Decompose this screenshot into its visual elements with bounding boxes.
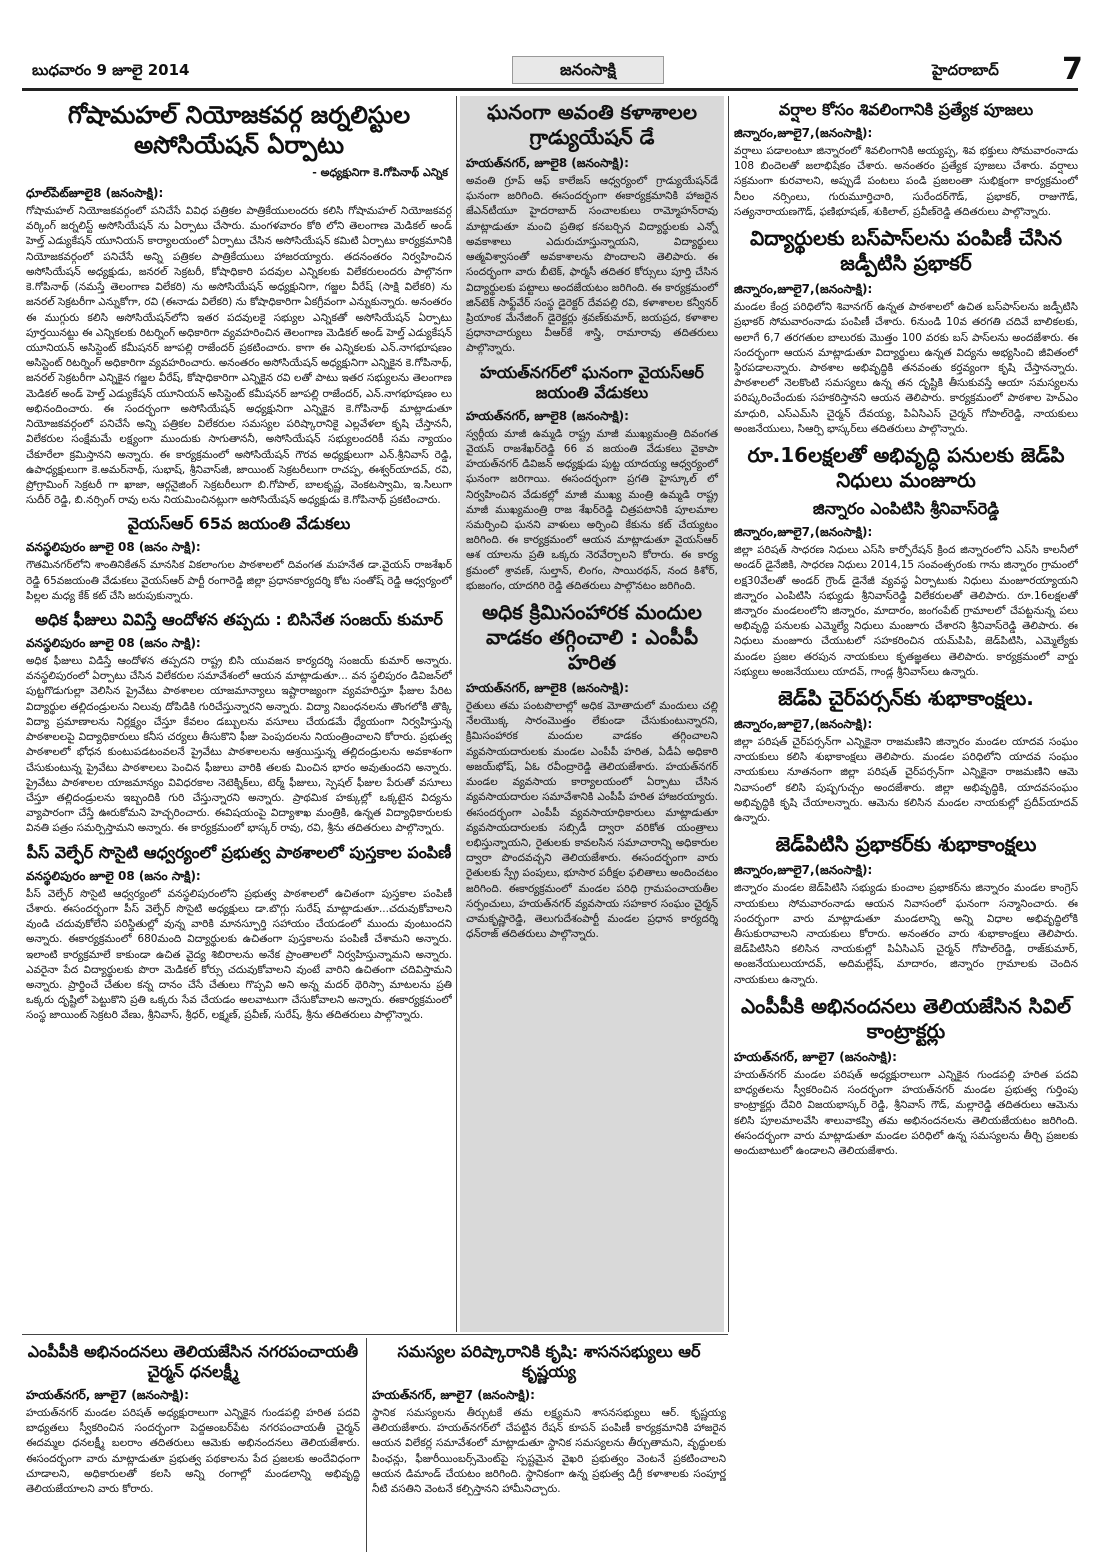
- column-right: [734, 96, 1078, 1552]
- headline-shivalinga-pooja: వర్షాల కోసం శివలింగానికి ప్రత్యేక పూజలు: [778, 100, 1034, 119]
- newspaper-logo: జనంసాక్షి: [512, 56, 664, 84]
- dateline-journalists-association: ధూల్‌పేట్‌జూలై8 (జనంసాక్షి):: [26, 186, 164, 200]
- dateline-zp-chairperson-wishes: జిన్నారం,జూలై7,(జనంసాక్షి):: [734, 717, 873, 732]
- body-journalists-association: గోషామహల్ నియోజకవర్గంలో పనిచేసే వివిధ పత్రికల పాత్రికేయులందరు కలిసి గోషామహల్ నియోజకవర్గ వర్కింగ్ జర్నలిస్ట్ అసోసియేషన్ ను ఏర్పాటు చేసారు. మంగళవారం కోఠి లోని తెలంగాణ మెడికల్ అండ్ హెల్త్ ఎడ్యుకేషన్ యూనియన్ కార్యాలయంలో ఏర్పాటు చేసిన అసోసియేషన్ కమిటి ఏర్పాటు కార్యక్రమానికి నియోజకవర్గంలో పనిచేసే అన్ని పత్రికల పాత్రికేయులు హాజరయ్యారు. తదనంతరం నిర్వహించిన అసోసియేషన్ అధ్యక్షుడు, జనరల్ సెక్రటరీ, కోషాధికారి పదవుల ఎన్నికలకు విలేకరులందరు పాల్గొనగా కె.గోపినాథ్ (నమస్తే తెలంగాణ విలేకరి) ను అసోసియేషన్ అధ్యక్షునిగా, గజ్జల వీరేష్ (సాక్షి విలేకరి) ను జనరల్ సెక్రటరీగా ఎన్నుకోగా, రవి (ఈనాడు విలేకరి) ను కోషాధికారిగా ఏకగ్రీవంగా ఎన్నుకున్నారు. అనంతరం ఈ ముగ్గురు కలిసి అసోసియేషన్‌లోని ఇతర పదవులకై సభ్యుల ఎన్నికతో అసోసియేషన్ ఏర్పాటు పూర్తయినట్టు ఈ ఎన్నికలకు రిటర్నింగ్ అధికారిగా వ్యవహరించిన తెలంగాణ మెడికల్ అండ్ హెల్త్ ఎడ్యుకేషన్ యూనియన్ అసిస్టెంట్ కమీషనర్ జూపల్లి రాజేందర్ ప్రకటించారు. కాగా ఈ ఎన్నికలకు ఎన్.నాగభూషణం అసిస్టెంట్ రిటర్నింగ్ అధికారిగా వ్యవహరించారు. అనంతరం అసోసియేషన్ అధ్యక్షునిగా ఎన్నికైన కె.గోపినాథ్, జనరల్ సెక్రటరీగా ఎన్నికైన గజ్జల వీరేష్, కోషాధికారిగా ఎన్నికైన రవి లతో పాటు ఇతర సభ్యులను తెలంగాణ మెడికల్ అండ్ హెల్త్ ఎడ్యుకేషన్ యూనియన్ అసిస్టెంట్ కమీషనర్ జూపల్లి రాజేందర్, ఎన్.నాగభూషణం లు అభినందించారు. ఈ సందర్భంగా అసోసియేషన్ అధ్యక్షునిగా ఎన్నికైన కె.గోపినాథ్ మాట్లాడుతూ నియోజకవర్గంలో పనిచేసే అన్ని పత్రికల విలేకరుల సమస్యల పరిష్కారానికై ఎల్లవేళలా కృషి చేస్తాననీ, విలేకరుల సంక్షేమమే లక్ష్యంగా ముందుకు సాగుతాననీ, అసోసియేషన్ సభ్యులందరికీ సమ న్యాయం చేకూరేలా క్రమిస్తానని అన్నారు. ఈ కార్యక్రమంలో అసోసియేషన్ గౌరవ అధ్యక్షులుగా ఎన్.శ్రీనివాస్ రెడ్డి, ఉపాధ్యక్షులుగా కె.అమర్‌నాథ్, సుభాష్, శ్రీనివాస్‌జీ, జాయింట్ సెక్రటరీలుగా రాచప్ప, ఈశ్వర్‌యాదవ్, రవి, ప్రోగ్రామింగ్ సెక్రటరీ గా ఖాజా, ఆర్గనైజింగ్ సెక్రటరీలుగా బి.గోపాల్, బాలకృష్ణ, వెంకటస్వామి, ఇ.సిలుగా సుదీర్ రెడ్డి, బి.నర్సింగ్ రావు లను నియమించినట్లుగా అసోసియేషన్ అధ్యక్షుడు కె.గోపినాథ్ ప్రకటించారు.: [26, 205, 452, 507]
- subhead-zp-funds: జిన్నారం ఎంపిటిసి శ్రీనివాస్‌రెడ్డి: [812, 499, 1000, 519]
- dateline-bus-pass-distribution: జిన్నారం,జూలై7,(జనంసాక్షి):: [734, 282, 873, 297]
- headline-bus-pass-distribution: విద్యార్థులకు బస్‌పాస్‌లను పంపిణీ చేసిన జడ్పీటిసి ప్రభాకర్: [750, 226, 1062, 276]
- bottom-column-divider: [366, 1338, 367, 1552]
- headline-zp-funds: రూ.16లక్షలతో అభివృద్ధి పనులకు జెడ్‌పి నిధులు మంజూరు: [747, 443, 1065, 493]
- body-zptc-wishes: జిన్నారం మండల జెడ్‌పిటిసి సభ్యుడు కుంచాల ప్రభాకర్‌ను జిన్నారం మండల కాంగ్రెస్ నాయకులు సోమవారంనాడు ఆయన నివాసంలో ఘనంగా సన్మానించారు. ఈ సందర్భంగా వారు మాట్లాడుతూ మండలాన్ని అన్ని విధాల అభివృద్ధిలోకి తీసుకురావాలని నాయకులు కోరారు. అనంతరం వారు శుభాకాంక్షలు తెలిపారు. జెడ్‌పిటిసిని కలిసిన నాయకుల్లో పిఏసిఎస్ చైర్మన్ గోపాల్‌రెడ్డి, రాజ్‌కుమార్, అంజనేయులుయాదవ్, అదిమల్లేష్, మాదారం, జిన్నారం గ్రామాలకు చెందిన నాయకులు ఉన్నారు.: [734, 882, 1078, 986]
- edition-city: హైదరాబాద్: [932, 61, 999, 79]
- body-zp-chairperson-wishes: జిల్లా పరిషత్ చైర్‌పర్సన్‌గా ఎన్నికైనా రాజమణిని జిన్నారం మండల యాదవ సంఘం నాయకులు కలిసి శుభాకాంక్షలు తెలిపారు. మండల పరిధిలోని యాదవ సంఘం నాయకులు నూతనంగా జిల్లా పరిషత్ చైర్‌పర్సన్‌గా ఎన్నికైనా రాజమణిని ఆమె నివాసంలో కలిసి పుష్పగుచ్చం అందజేశారు. జిల్లా అభివృద్ధికి, యాదవసంఘం అభివృద్ధికి కృషి చేయాలన్నారు. ఆమెను కలిసిన మండల నాయకుల్లో ప్రదీప్‌యాదవ్ ఉన్నారు.: [734, 736, 1078, 825]
- headline-civil-contractors: ఎంపీపీకి అభినందనలు తెలియజేసిన సివిల్ కాంట్రాక్టర్లు: [740, 993, 1072, 1043]
- body-books-distribution: పీస్ వెల్ఫేర్ సొసైటి ఆధ్వర్యంలో వనస్థలిపురంలోని ప్రభుత్వ పాఠశాలలో ఉచితంగా పుస్తకాల పంపిణీ చేశారు. ఈసందర్భంగా పీస్ వెల్ఫేర్ సొసైటి అధ్యక్షులు డా.బొగ్గు సురేష్ మాట్లాడుతూ...చదువుకోవాలని వుండి చదువుకోలేని పరిస్థితుల్లో వున్న వారికి మానస్ఫూర్తి సహాయం చేయడంలో ముందు వుంటుందని అన్నారు. ఈకార్యక్రమంలో 680మంది విద్యార్థులకు ఉచితంగా పుస్తకాలను పంపిణీ చేశామని అన్నారు. ఇలాంటి కార్యక్రమాలే కాకుండా ఉచిత వైద్య శిబిరాలను అనేక ప్రాంతాలలో నిర్వహిస్తున్నామని అన్నారు. ఎవరైనా పేద విద్యార్థులకు పొరా మెడికల్ కోర్సు చదువుకోవాలని వుంటే వారిని ఉచితంగా చదివిస్తామని అన్నారు. ప్రార్థించే చేతుల కన్న దానం చేసే చేతులు గొప్పవి అని అన్న మదర్ థెరిస్సా మాటలను ప్రతి ఒక్కరు దృష్టిలో పెట్టుకొని ప్రతి ఒక్కరు సేవ చేయడం అలవాటుగా చేసుకోవాలని అన్నారు. ఈకార్యక్రమంలో సంస్థ జాయింట్ సెక్రటరి వేణు, శ్రీనివాస్, శ్రీధర్, లక్ష్మణ్, ప్రవీణ్, సురేష్, శ్రీను తదితరులు పాల్గొన్నారు.: [26, 887, 452, 1022]
- body-civil-contractors: హయత్‌నగర్ మండల పరిషత్ అధ్యక్షురాలుగా ఎన్నికైన గుండపల్లి హరిత పదవి బాధ్యతలను స్వీకరించిన సందర్భంగా హయత్‌నగర్ మండల ప్రభుత్వ గుర్తింపు కాంట్రాక్టర్లు దేవిరి విజయభాస్కర్ రెడ్డి, శ్రీనివాస్ గౌడ్, మల్లారెడ్డి తదితరులు ఆమెను కలిసి పూలమాలవేసి శాలువాకప్పి తమ అభినందనలను తెలియజేయటం జరిగింది. ఈసందర్భంగా వారు మాట్లాడుతూ మండల పరిధిలో ఉన్న సమస్యలను తీర్చి ప్రజలకు అందుబాటులో ఉండాలని తెలియజేశారు.: [734, 1068, 1078, 1157]
- page-number: 7: [1062, 52, 1083, 87]
- headline-journalists-association: గోషామహల్ నియోజకవర్గ జర్నలిస్టుల అసోసియేషన్ ఏర్పాటు: [67, 101, 411, 159]
- dateline-shivalinga-pooja: జిన్నారం,జూలై7,(జనంసాక్షి):: [734, 126, 873, 140]
- body-pesticide-reduction: రైతులు తమ పంటపొలాల్లో అధిక మోతాదులో మందులు చల్లి నేలయొక్క సారంమొత్తం లేకుండా చేసుకుంటున్నారని, క్రిమిసంహారక మందుల వాడకం తగ్గించాలని వ్యవసాయదారులకు మండల ఎంపీపీ హరిత, ఏడీఏ అధికారి అజయ్‌భోష్, ఏఓ రవీంద్రారెడ్డి తెలియజేశారు. హయత్‌నగర్ మండల వ్యవసాయ కార్యాలయంలో ఏర్పాటు చేసిన వ్యవసాయదారుల సమావేశానికి ఎంపీపీ హరిత హాజరయ్యారు. ఈసందర్భంగా ఎంపీపీ వ్యవసాయాధికారులు మాట్లాడుతూ వ్యవసాయదారులకు సబ్సిడీ ద్వారా వరికోత యంత్రాలు లభిస్తున్నాయని, రైతులకు కావలసిన సమాచారాన్ని అధికారుల ద్వారా పొందవచ్చని తెలియజేశారు. ఈసందర్భంగా వారు రైతులకు స్ప్రే పంపులు, భూసార పరీక్షల ఫలితాలు అందించటం జరిగింది. ఈకార్యక్రమంలో మండల పరిధి గ్రామపంచాయతీల సర్పంచులు, హయత్‌నగర్ వ్యవసాయ సహకార సంఘం చైర్మన్ చామకృష్ణారెడ్డి, తెలుగుదేశంపార్టీ మండల ప్రధాన కార్యదర్శి ధన్‌రాజ్ తదితరులు పాల్గొన్నారు.: [466, 700, 718, 941]
- subhead-journalists-association: - అధ్యక్షునిగా కె.గోపినాథ్ ఎన్నిక: [312, 166, 448, 179]
- bottom-middle-article: [372, 1338, 726, 1552]
- body-zp-funds: జిల్లా పరిషత్ సాధరణ నిధులు ఎస్‌సి కార్పోరేషన్ క్రింద జిన్నారంలోని ఎస్‌సి కాలనీలో అండర్ డైనేజికి, సాధరణ నిధులు 2014,15 సంవంత్సరంకు గాను జిన్నారం గ్రామంలో లక్ష30వేలతో అండర్ గ్రౌండ్ డైనేజీ వ్యవస్థ ఏర్పాటుకు నిధులు మంజూరయ్యాయని జిన్నారం ఎంపిటిసి సభ్యుడు శ్రీనివాస్‌రెడ్డి విలేకరులతో తెలిపారు. రూ.16లక్షలతో జిన్నారం మండలంలోని జిన్నారం, మాదారం, జంగంపేట్ గ్రామాలలో చేపట్టనున్న పలు అభివృద్ధి పనులకు ఎమ్మెల్యే నిధులు మంజూరు చేశారని శ్రీనివాస్‌రెడ్డి తెలిపారు. ఈ నిధులు మంజూరు చేయుటలో సహకరించిన యమ్‌పిపి, జెడ్‌పిటిసి, ఎమ్మెల్యేకు మండల ప్రజల తరపున నాయకులు కృతజ్ఞతలు తెలిపారు. కార్యక్రమంలో వార్డు సభ్యులు అంజనేయులు యాదవ్, గాండ్ల శ్రీనివాస్‌లు ఉన్నారు.: [734, 544, 1078, 678]
- dateline-avanthi-graduation: హయత్‌నగర్, జూలై8 (జనంసాక్షి):: [466, 156, 629, 170]
- headline-hayathnagar-ysr-jayanti: హయత్‌నగర్‌లో ఘనంగా వైయస్ఆర్ జయంతి వేడుకలు: [480, 362, 704, 402]
- dateline-zptc-wishes: జిన్నారం,జూలై7,(జనంసాక్షి):: [734, 863, 873, 878]
- dateline-zp-funds: జిన్నారం,జూలై7,(జనంసాక్షి):: [734, 525, 873, 540]
- headline-fees-protest: అధిక ఫీజులు వివిస్తే ఆందోళన తప్పదు : బిసినేత సంజయ్ కుమార్: [35, 610, 443, 630]
- dateline-fees-protest: వనస్థలిపురం జూలై 08 (జనం సాక్షి):: [26, 636, 201, 651]
- headline-ysr-65-jayanti: వైయస్ఆర్ 65వ జయంతి వేడుకలు: [127, 514, 351, 534]
- body-avanthi-graduation: అవంతి గ్రూప్ ఆఫ్ కాలేజస్ ఆధ్వర్యంలో గ్రాడ్యుయేషన్‌డే ఘనంగా జరిగింది. ఈసందర్భంగా ఈకార్యక్రమానికి హాజరైన జేఎన్‌టీయూ హైదరాబాద్ సంచాలకులు రామ్మోహన్‌రావు మాట్లాడుతూ మంచి ప్రతిభ కనబర్చిన విద్యార్థులకు ఎన్నో అవకాశాలు ఎదురుచూస్తున్నాయని, విద్యార్థులు ఆత్మవిశ్వాసంతో అవకాశాలను పొందాలని తెలిపారు. ఈ సందర్భంగా వారు బీటెక్, ఫార్మసీ తదితర కోర్సులు పూర్తి చేసిన విద్యార్థులకు పట్టాలు అందజేయటం జరిగింది. ఈ కార్యక్రమంలో జిన్‌టెక్ సాఫ్ట్‌వేర్ సంస్థ డైరెక్టర్ దేవపల్లి రవి, కళాశాలల కన్వీనర్ ప్రియాంక మేనేజింగ్ డైరెక్టర్లు శ్రవణ్‌కుమార్, జయప్రద, కళాశాల ప్రధానాచార్యులు వీఆర్‌కే శాస్త్రి, రామారావు తదితరులు పాల్గొన్నారు.: [466, 175, 718, 355]
- body-ysr-65-jayanti: గౌతమినగర్‌లోని శాంతినికేతన్ మానసిక వికలాంగుల పాఠశాలలో దివంగత మహనేత డా.వైయస్ రాజశేఖర్ రెడ్డి 65వజయంతి వేడుకలు వైయస్ఆర్ పార్టీ రంగారెడ్డి జిల్లా ప్రధానకార్యదర్శి కోట సంతోష్ రెడ్డి ఆధ్వర్యంలో పిల్లల మధ్య కేక్ కట్ చేసి జరుపుకున్నారు.: [26, 559, 452, 602]
- column-divider-right: [728, 96, 729, 1332]
- masthead: [22, 52, 1083, 91]
- headline-pesticide-reduction: అధిక క్రిమిసంహారక మందుల వాడకం తగ్గించాలి : ఎంపీపీ హరిత: [482, 600, 702, 675]
- dateline-dhanalakshmi-wishes: హయత్‌నగర్, జూలై7 (జనంసాక్షి):: [26, 1388, 189, 1402]
- column-left: [26, 96, 452, 1334]
- headline-dhanalakshmi-wishes: ఎంపీపీకి అభినందనలు తెలియజేసిన నగరపంచాయతీ చైర్మన్ ధనలక్ష్మీ: [27, 1342, 359, 1381]
- column-divider-left: [456, 96, 457, 1332]
- body-bus-pass-distribution: మండల కేంద్ర పరిధిలోని శివానగర్ ఉన్నత పాఠశాలలో ఉచిత బస్‌పాస్‌లను జడ్పీటిసి ప్రభాకర్ సోమవారంనాడు పంపిణీ చేశారు. 6నుండి 10వ తరగతి చదివే బాలికలకు, అలాగే 6,7 తరగతుల బాలురకు మొత్తం 100 వరకు బస్ పాస్‌లను అందజేశారు. ఈ సందర్భంగా ఆయన మాట్లాడుతూ విద్యార్థులు ఉన్నత విద్యను అభ్యసించి జీవితంలో స్థిరపడాలన్నారు. పాఠశాల అభివృద్ధికి తనవంతు కర్తవ్యంగా కృషి చేస్తానన్నారు. పాఠశాలలో నెలకొంటి సమస్యలు ఉన్న తన దృష్టికి తీసుకువస్తే ఆయా సమస్యలను పరిష్కరించేందుకు సహకరిస్తానని ఆయన తెలిపారు. కార్యక్రమంలో పాఠశాల హెచ్‌ఎం మాధురి, ఎస్‌ఎమ్‌సి చైర్మన్ దేవయ్య, పిఏసిఎస్ చైర్మన్ గోపాల్‌రెడ్డి, నాయకులు అంజనేయులు, సిఆర్పి భాస్కర్‌లు తదితరులు పాల్గొన్నారు.: [734, 301, 1078, 435]
- dateline-civil-contractors: హయత్‌నగర్, జూలై7 (జనంసాక్షి):: [734, 1049, 897, 1064]
- dateline-pesticide-reduction: హయత్‌నగర్, జూలై8 (జనంసాక్షి):: [466, 681, 629, 696]
- headline-books-distribution: పీస్ వెల్ఫేర్ సొసైటి ఆధ్వర్యంలో ప్రభుత్వ పాఠశాలలో పుస్తకాల పంపిణీ: [26, 842, 452, 862]
- dateline-books-distribution: వనస్థలిపురం జూలై 08 (జనం సాక్షి):: [26, 868, 201, 883]
- bottom-section-divider: [22, 1334, 728, 1335]
- headline-avanthi-graduation: ఘనంగా అవంతి కళాశాలల గ్రాడ్యుయేషన్ డే: [486, 100, 698, 149]
- headline-krishnaiah-solutions: సమస్యల పరిష్కారానికి కృషి: శాసనసభ్యులు ఆర్ కృష్ణయ్య: [397, 1342, 701, 1381]
- column-middle: [460, 96, 724, 1332]
- issue-date: బుధవారం 9 జూలై 2014: [32, 61, 190, 79]
- headline-zp-chairperson-wishes: జెడ్‌పి చైర్‌పర్సన్‌కు శుభాకాంక్షలు.: [778, 686, 1034, 711]
- dateline-krishnaiah-solutions: హయత్‌నగర్, జూలై7 (జనంసాక్షి):: [372, 1388, 535, 1402]
- body-fees-protest: అధిక ఫీజులు విడిస్తే ఆందోళన తప్పదని రాష్ట్ర బిసి యువజన కార్యదర్శి సంజయ్ కుమార్ అన్నారు. వనస్థలిపురంలో ఏర్పాటు చేసిన విలేకరుల సమావేశంలో ఆయన మాట్లాడుతూ... వన స్థలిపురం డివిజన్‌లో పుట్టగొడుగుల్లా వెలిసిన ప్రైవేటు పాఠశాలల యాజమాన్యాలు ఇష్టారాజ్యంగా వ్యవహరిస్తూ ఫీజుల పేరిట విద్యార్థుల తల్లిదండ్రులను నిలువు దోపిడికి గురిచేస్తున్నారని అన్నారు. విద్యా నిబంధనలను తొంగలోకి తొక్కి విద్యా ప్రమాణాలను నిర్లక్ష్యం చేస్తూ కేవలం డబ్బులను వసూలు చేయడమే ధ్యేయంగా నిర్వహిస్తున్న పాఠశాలలపై విద్యాధికారులు కనీస చర్యలు తీసుకొని ఫీజు పెంపుదలను నియంత్రించాలని కోరారు. ప్రభుత్వ పాఠశాలలో భోధన కుంటుపడటంవలనే ప్రైవేటు పాఠశాలలను ఆశ్రయిస్తున్న తల్లిదండ్రులను అవకాశంగా చేసుకుంటున్న ప్రైవేటు పాఠశాలలు పెంచిన ఫీజులు వారికి తలకు మించిన భారం అవుతుందని అన్నారు. ప్రైవేటు పాఠశాలల యాజమాన్యం వివిధరకాల నెటెక్నిక్‌లు, టెర్మ్ ఫీజులు, స్పెషల్ ఫీజుల పేరుతో వసూలు చేస్తూ తల్లిదండ్రులను ఇబ్బందికి గురి చేస్తున్నారని అన్నారు. ప్రాథమిక హక్కుల్లో ఒక్కటైన విద్యను వ్యాపారంగా చేస్తే ఊరుకోమని హెచ్చరించారు. ఈవిషయంపై విద్యాశాఖ మంత్రికి, ఉన్నత విద్యాధికారులకు వినతి పత్రం సమర్పిస్తామని అన్నారు. ఈ కార్యక్రమంలో భాస్కర్ రావు, రవి, శ్రీను తదితరులు పాల్గొన్నారు.: [26, 655, 452, 835]
- body-dhanalakshmi-wishes: హయత్‌నగర్ మండల పరిషత్ అధ్యక్షురాలుగా ఎన్నికైన గుండపల్లి హరిత పదవి బాధ్యతలు స్వీకరించిన సందర్భంగా పెద్దఅంబర్‌పేట నగరపంచాయతీ చైర్మన్ ఈదమ్మల ధనలక్ష్మీ బలరాం తదితరులు ఆమెకు అభినందనలు తెలియజేశారు. ఈసందర్భంగా వారు మాట్లాడుతూ ప్రభుత్వ పథకాలను పేద ప్రజలకు అందేవిధంగా చూడాలని, అధికారులతో కలసి అన్ని రంగాల్లో మండలాన్ని అభివృద్ధి తెలియజేయాలని వారు కోరారు.: [26, 1407, 360, 1496]
- bottom-left-article: [26, 1338, 360, 1552]
- headline-zptc-wishes: జెడ్‌పిటిసి ప్రభాకర్‌కు శుభాకాంక్షలు: [775, 832, 1037, 857]
- body-hayathnagar-ysr-jayanti: స్వర్గీయ మాజీ ఉమ్మడి రాష్ట్ర మాజీ ముఖ్యమంత్రి దివంగత వైయస్ రాజశేఖర్‌రెడ్డి 66 వ జయంతి వేడుకలు వైకాపా హయత్‌నగర్ డివిజన్ అధ్యక్షుడు పుట్ట యాదయ్య ఆధ్వర్యంలో ఘనంగా జరిగాయి. ఈసందర్భంగా ప్రగతి హైస్కూల్ లో నిర్వహించిన వేడుకల్లో మాజీ ముఖ్య మంత్రి ఉమ్మడి రాష్ట్ర మాజీ ముఖ్యమంత్రి రాజ శేఖర్‌రెడ్డి చిత్రపటానికి పూలమాల సమర్పించి ఘనని వాళులు అర్పించి కేకును కట్ చేయ్యటం జరిగింది. ఈ కార్యక్రమంలో ఆయన మాట్లాడుతూ వైయస్ఆర్ ఆశ యాలను ప్రతి ఒక్కరు నెరవేర్చాలని కోరారు. ఈ కార్య క్రమంలో శ్రావణ్, సుల్తాన్, లింగం, సాయిరథన్, నంద కిశోర్, భుజంగం, యాదగిరి రెడ్డి తదితరులు పాల్గొనటం జరిగింది.: [466, 427, 718, 592]
- dateline-hayathnagar-ysr-jayanti: హయత్‌నగర్, జూలై8 (జనంసాక్షి):: [466, 408, 629, 423]
- dateline-ysr-65-jayanti: వనస్థలిపురం జూలై 08 (జనం సాక్షి):: [26, 540, 201, 555]
- body-krishnaiah-solutions: స్థానిక సమస్యలను తీర్చుటకే తమ లక్ష్యమని శాసనసభ్యులు ఆర్. కృష్ణయ్య తెలియజేశారు. హయత్‌నగర్‌లో చేపట్టిన రేషన్ కూపన్ పంపిణీ కార్యక్రమానికి హాజరైన ఆయన విలేకర్ల సమావేశంలో మాట్లాడుతూ స్థానిక సమస్యలను తీర్చుతామని, వృద్ధులకు పింఛన్లు, ఫీజురీయింబర్స్‌మెంట్‌పై స్పష్టమైన వైఖరి ప్రభుత్వం వెంటనే ప్రకటించాలని ఆయన డిమాండ్ చేయటం జరిగింది. స్థానికంగా ఉన్న ప్రభుత్వ డిగ్రీ కళాశాలకు సంపూర్ణ నీటి వసతిని వెంటనే కల్పిస్తానని హామీనిచ్చారు.: [372, 1407, 726, 1496]
- body-shivalinga-pooja: వర్షాలు పడాలంటూ జిన్నారంలో శివలింగానికి అయ్యప్ప, శివ భక్తులు సోమవారంనాడు 108 బిందెలతో జలాభిషేకం చేశారు. అనంతరం ప్రత్యేక పూజలు చేశారు. వర్షాలు సక్రమంగా కురవాలని, అప్పుడే పంటలు పండి ప్రజలంతా సుభిక్షంగా కార్యక్రమంలో నీలం నర్సింలు, గురుమూర్తిచారి, సురేందర్‌గౌడ్, ప్రభాకర్, రాజుగౌడ్, సత్యనారాయణగౌడ్, ఫణిభూషణ్, శుకిలాల్, ప్రవీణ్‌రెడ్డి తదితరులు పాల్గొన్నారు.: [734, 145, 1078, 218]
